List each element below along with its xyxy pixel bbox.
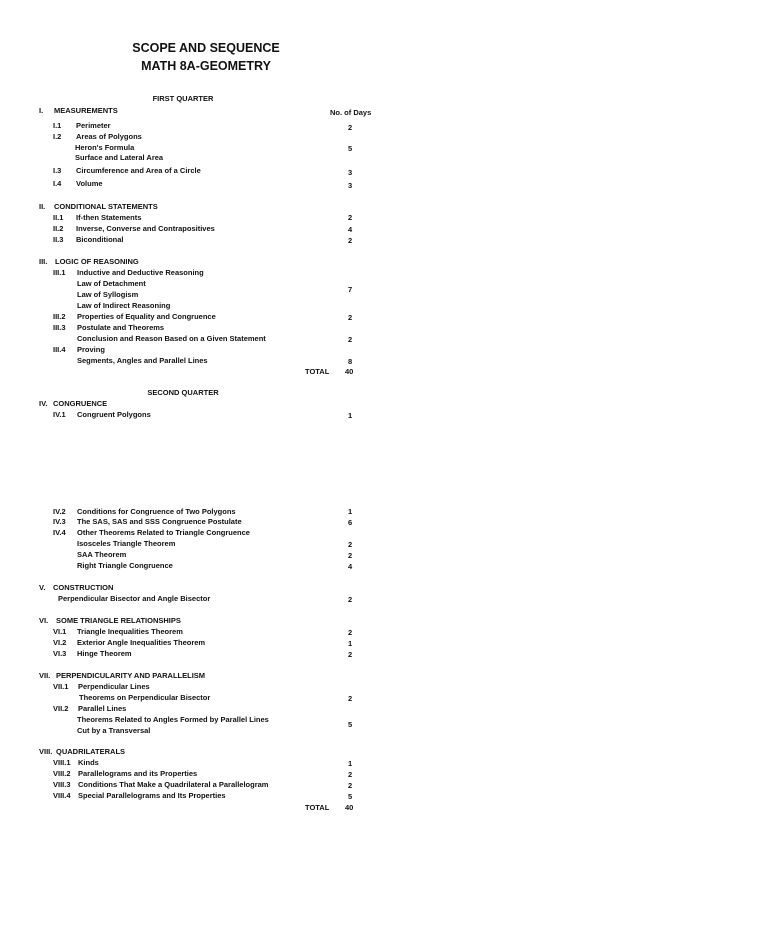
item-days: 2 (348, 770, 353, 779)
subtopic-label: Theorems Related to Angles Formed by Parallel Lines (77, 715, 269, 724)
item-label: Proving (77, 345, 105, 354)
item-number: I.1 (53, 121, 62, 130)
item-days: 3 (348, 181, 353, 190)
subtopic-label: Heron's Formula (75, 143, 135, 152)
item-number: VI.2 (53, 638, 67, 647)
days-column-header: No. of Days (330, 108, 372, 117)
item-days: 2 (348, 694, 353, 703)
item-number: IV.2 (53, 507, 66, 516)
item-label: Biconditional (76, 235, 124, 244)
item-days: 4 (348, 562, 353, 571)
item-number: IV.4 (53, 528, 66, 537)
section-title: QUADRILATERALS (56, 747, 126, 756)
subtopic-label: Theorems on Perpendicular Bisector (79, 693, 211, 702)
item-days: 2 (348, 781, 353, 790)
item-days: 6 (348, 518, 353, 527)
item-number: VII.2 (53, 704, 69, 713)
section-title: LOGIC OF REASONING (55, 257, 139, 266)
item-label: Congruent Polygons (77, 410, 151, 419)
section-number: IV. (39, 399, 48, 408)
subtopic-label: Law of Syllogism (77, 290, 139, 299)
total-days: 40 (345, 367, 354, 376)
item-label: Volume (76, 179, 103, 188)
item-label: Perimeter (76, 121, 111, 130)
section-title: SOME TRIANGLE RELATIONSHIPS (56, 616, 181, 625)
item-label: Parallelograms and its Properties (78, 769, 198, 778)
item-label: Other Theorems Related to Triangle Congruence (77, 528, 250, 537)
item-number: IV.1 (53, 410, 66, 419)
item-number: VIII.2 (53, 769, 71, 778)
total-days: 40 (345, 803, 354, 812)
item-label: The SAS, SAS and SSS Congruence Postulate (77, 517, 242, 526)
item-number: VIII.3 (53, 780, 71, 789)
section-title: CONDITIONAL STATEMENTS (54, 202, 158, 211)
item-label: Exterior Angle Inequalities Theorem (77, 638, 206, 647)
subtopic-label: Cut by a Transversal (77, 726, 151, 735)
section-number: I. (39, 106, 44, 115)
item-label: Conditions That Make a Quadrilateral a Parallelogram (78, 780, 269, 789)
item-number: I.3 (53, 166, 62, 175)
item-days: 5 (348, 792, 353, 801)
item-days: 5 (348, 144, 353, 153)
subtopic-label: SAA Theorem (77, 550, 127, 559)
section-title: CONSTRUCTION (53, 583, 114, 592)
item-label: Special Parallelograms and Its Properties (78, 791, 226, 800)
section-number: VI. (39, 616, 49, 625)
item-days: 4 (348, 225, 353, 234)
item-days: 2 (348, 650, 353, 659)
document-subtitle: MATH 8A-GEOMETRY (141, 59, 271, 73)
item-days: 2 (348, 595, 353, 604)
item-days: 5 (348, 720, 353, 729)
total-label: TOTAL (305, 367, 330, 376)
second-quarter-heading: SECOND QUARTER (147, 388, 219, 397)
item-number: II.3 (53, 235, 64, 244)
item-label: Hinge Theorem (77, 649, 132, 658)
item-label: Postulate and Theorems (77, 323, 165, 332)
section-number: VIII. (39, 747, 53, 756)
item-number: VII.1 (53, 682, 69, 691)
subtopic-label: Right Triangle Congruence (77, 561, 173, 570)
section-number: II. (39, 202, 46, 211)
item-days: 2 (348, 628, 353, 637)
item-number: I.4 (53, 179, 62, 188)
item-number: I.2 (53, 132, 62, 141)
section-number: V. (39, 583, 46, 592)
item-days: 2 (348, 236, 353, 245)
subtopic-label: Conclusion and Reason Based on a Given Statement (77, 334, 266, 343)
item-label: Triangle Inequalities Theorem (77, 627, 183, 636)
item-number: II.2 (53, 224, 64, 233)
item-label: Circumference and Area of a Circle (76, 166, 201, 175)
section-title: CONGRUENCE (53, 399, 108, 408)
document-title: SCOPE AND SEQUENCE (132, 41, 280, 55)
item-days: 2 (348, 123, 353, 132)
item-number: VI.1 (53, 627, 67, 636)
item-label: Inverse, Converse and Contrapositives (76, 224, 215, 233)
section-title: PERPENDICULARITY AND PARALLELISM (56, 671, 206, 680)
item-days: 8 (348, 357, 353, 366)
item-days: 7 (348, 285, 353, 294)
item-label: If-then Statements (76, 213, 142, 222)
item-days: 1 (348, 639, 353, 648)
item-days: 1 (348, 411, 353, 420)
item-days: 2 (348, 335, 353, 344)
item-number: VI.3 (53, 649, 67, 658)
section-number: III. (39, 257, 48, 266)
item-label: Conditions for Congruence of Two Polygons (77, 507, 236, 516)
item-number: IV.3 (53, 517, 66, 526)
first-quarter-heading: FIRST QUARTER (152, 94, 214, 103)
subtopic-label: Law of Indirect Reasoning (77, 301, 171, 310)
section-title: MEASUREMENTS (54, 106, 118, 115)
item-label: Parallel Lines (78, 704, 127, 713)
section-number: VII. (39, 671, 51, 680)
total-label: TOTAL (305, 803, 330, 812)
item-number: VIII.1 (53, 758, 71, 767)
item-label: Kinds (78, 758, 99, 767)
item-label: Properties of Equality and Congruence (77, 312, 216, 321)
subtopic-label: Law of Detachment (77, 279, 146, 288)
item-label: Perpendicular Lines (78, 682, 150, 691)
item-label: Inductive and Deductive Reasoning (77, 268, 204, 277)
item-number: III.2 (53, 312, 66, 321)
subtopic-label: Surface and Lateral Area (75, 153, 164, 162)
item-days: 2 (348, 551, 353, 560)
item-days: 3 (348, 168, 353, 177)
subtopic-label: Segments, Angles and Parallel Lines (77, 356, 208, 365)
item-days: 1 (348, 507, 353, 516)
item-days: 2 (348, 540, 353, 549)
item-number: III.1 (53, 268, 66, 277)
item-number: VIII.4 (53, 791, 71, 800)
item-number: III.4 (53, 345, 66, 354)
item-label: Areas of Polygons (76, 132, 142, 141)
item-days: 2 (348, 213, 353, 222)
subtopic-label: Perpendicular Bisector and Angle Bisector (58, 594, 211, 603)
subtopic-label: Isosceles Triangle Theorem (77, 539, 176, 548)
item-days: 2 (348, 313, 353, 322)
item-number: III.3 (53, 323, 66, 332)
item-days: 1 (348, 759, 353, 768)
item-number: II.1 (53, 213, 64, 222)
